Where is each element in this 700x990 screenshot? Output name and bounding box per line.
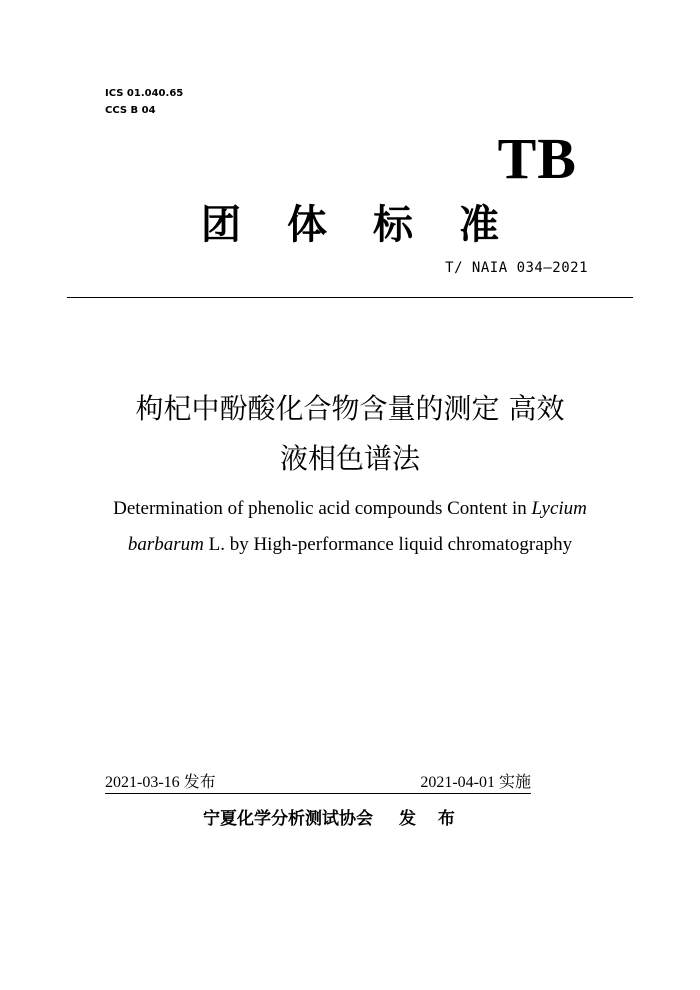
english-title-species: barbarum: [127, 534, 204, 555]
classification-codes: [105, 87, 183, 121]
header-divider: [67, 297, 633, 298]
english-title-line-2: [0, 527, 700, 563]
english-title-genus: Lycium: [531, 498, 587, 519]
english-title-line-1: [0, 491, 700, 527]
standard-type-heading: [0, 200, 700, 250]
publisher-line: [203, 807, 463, 831]
chinese-title-line-1: 枸杞中酚酸化合物含量的测定 高效: [135, 392, 565, 425]
standard-code: T/ NAIA 034—2021: [445, 260, 588, 276]
chinese-title-line-2: 液相色谱法: [279, 442, 420, 475]
chinese-title: [0, 384, 700, 484]
standard-type-char: 标: [373, 202, 413, 248]
english-title-text: L. by High-performance liquid chromatography: [203, 534, 573, 555]
standard-type-char: 团: [201, 202, 241, 248]
publish-verb: 发 布: [399, 809, 463, 829]
ics-code: ICS 01.040.65: [105, 88, 184, 99]
ccs-code: CCS B 04: [105, 105, 156, 116]
publisher-name: 宁夏化学分析测试协会: [203, 809, 373, 829]
standard-mark: TB: [497, 126, 577, 191]
publish-date: 2021-03-16 发布: [105, 773, 232, 794]
implement-date: 2021-04-01 实施: [232, 773, 531, 794]
english-title: [0, 491, 700, 563]
english-title-text: Determination of phenolic acid compounds Content in: [113, 498, 532, 519]
standard-type-char: 准: [459, 202, 499, 248]
standard-type-char: 体: [287, 202, 327, 248]
